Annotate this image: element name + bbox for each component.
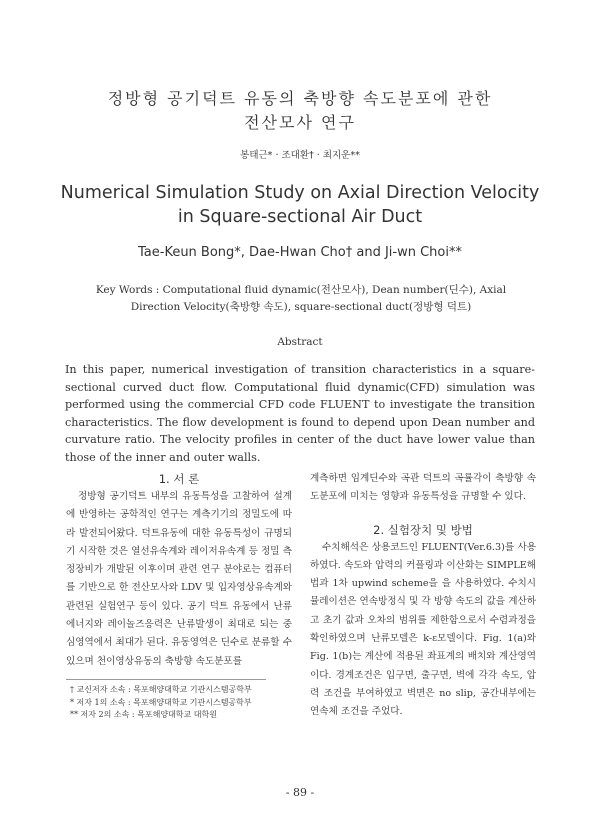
title-english-line2: in Square-sectional Air Duct: [177, 207, 423, 227]
page-number: - 89 -: [285, 786, 315, 799]
footnote-author1: * 저자 1의 소속 : 목포해양대학교 기관시스템공학부: [70, 697, 252, 707]
section2-heading: 2. 실험장치 및 방법: [373, 522, 473, 537]
title-korean-line1: 정방형 공기덕트 유동의 축방향 속도분포에 관한: [107, 89, 493, 108]
keywords-line2: Direction Velocity(축방향 속도), square-sectional duct(정방형 덕트): [130, 301, 472, 313]
authors-korean: 봉태근* · 조대환† · 최지운**: [240, 150, 360, 161]
authors-english: Tae-Keun Bong*, Dae-Hwan Cho† and Ji-wn Choi**: [138, 245, 462, 260]
right-column: [310, 470, 536, 722]
footnote-rule: [66, 679, 266, 680]
section1-paragraph: 정방형 공기덕트 내부의 유동특성을 고찰하여 설계에 반영하는 공학적인 연구는 계측기기의 정밀도에 따라 발전되어왔다. 덕트유동에 대한 유동특성이 규명되기 시작한 것은 열선유속계와 레이저유속계 등 정밀 측정장비가 개발된 이후이며 관련 연구 분야로는 컴퓨터를 기반으로 한 전산모사와 LDV 및 입자영상유속계와 관련된 실험연구 등이 있다. 공기 덕트 유동에서 난류에너지와 레이놀즈응력은 난류발생이 최대로 되는 중심영역에서 최대가 된다. 유동영역은 딘수로 분류할 수 있으며 천이영상유동의 축방향 속도분포를: [66, 491, 292, 667]
keywords-line1: Key Words : Computational fluid dynamic(전산모사), Dean number(딘수), Axial: [95, 284, 507, 296]
title-english-line1: Numerical Simulation Study on Axial Direction Velocity: [60, 183, 540, 203]
footnote-corresponding: † 교신저자 소속 : 목포해양대학교 기관시스템공학부: [70, 685, 252, 694]
section2-paragraph: 수치해석은 상용코드인 FLUENT(Ver.6.3)를 사용하였다. 속도와 압력의 커플링과 이산화는 SIMPLE해법과 1차 upwind scheme을 을 사용하였다. 수치시뮬레이션은 연속방정식 및 각 방향 속도의 값을 계산하고 초기 값과 오차의 범위를 제한함으로서 수렴과정을 확인하였으며 난류모델은 k-ε모델이다. Fig. 1(a)와 Fig. 1(b)는 계산에 적용된 좌표계의 배치와 계산영역이다. 경계조건은 입구면, 출구면, 벽에 각각 속도, 압력 조건을 부여하였고 벽면은 no slip, 공간내부에는 연속체 조건을 주었다.: [310, 541, 536, 718]
footnotes: [70, 684, 252, 722]
section1-heading: 1. 서 론: [158, 472, 200, 486]
footnote-author2: ** 저자 2의 소속 : 목포해양대학교 대학원: [70, 710, 217, 719]
abstract-text: In this paper, numerical investigation of transition characteristics in a square-sectional curved duct flow. Computational fluid dynamic(CFD) simulation was performed using the commercial CFD code FLUENT to investigate the transition characteristics. The flow development is found to depend upon Dean number and curvature ratio. The velocity profiles in center of the duct have lower value than those of the inner and outer walls.: [65, 363, 535, 464]
abstract-heading: Abstract: [277, 336, 323, 348]
section1-continuation: 계측하면 임계딘수와 곡관 덕트의 곡률각이 축방향 속도분포에 미치는 영향과 유동특성을 규명할 수 있다.: [310, 473, 536, 503]
left-column: [66, 470, 292, 671]
keywords: [62, 282, 540, 316]
title-korean-line2: 전산모사 연구: [244, 113, 356, 132]
